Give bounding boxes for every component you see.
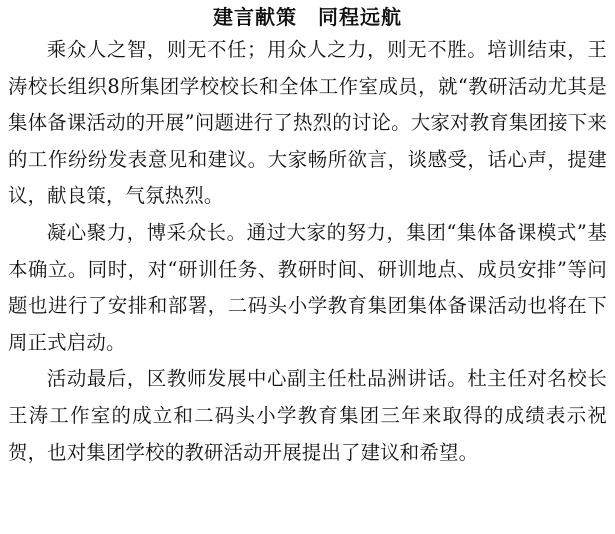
paragraph-closing-speech: 活动最后，区教师发展中心副主任杜品洲讲话。杜主任对名校长王涛工作室的成立和二码头小学教育集团三年来取得的成绩表示祝贺，也对集团学校的教研活动开展提出了建议和希望。 <box>8 367 607 464</box>
paragraph-discussion: 乘众人之智，则无不任；用众人之力，则无不胜。培训结束，王涛校长组织8所集团学校校长和全体工作室成员，就“教研活动尤其是集体备课活动的开展”问题进行了热烈的讨论。大家对教育集团接下来的工作纷纷发表意见和建议。大家畅所欲言，谈感受，话心声，提建议，献良策，气氛热烈。 <box>8 38 607 208</box>
article-title: 建言献策 同程远航 <box>213 5 402 29</box>
paragraph-collective-model: 凝心聚力，博采众长。通过大家的努力，集团“集体备课模式”基本确立。同时，对“研训任务、教研时间、研训地点、成员安排”等问题也进行了安排和部署，二码头小学教育集团集体备课活动也将在下周正式启动。 <box>8 220 607 354</box>
article <box>8 2 607 471</box>
